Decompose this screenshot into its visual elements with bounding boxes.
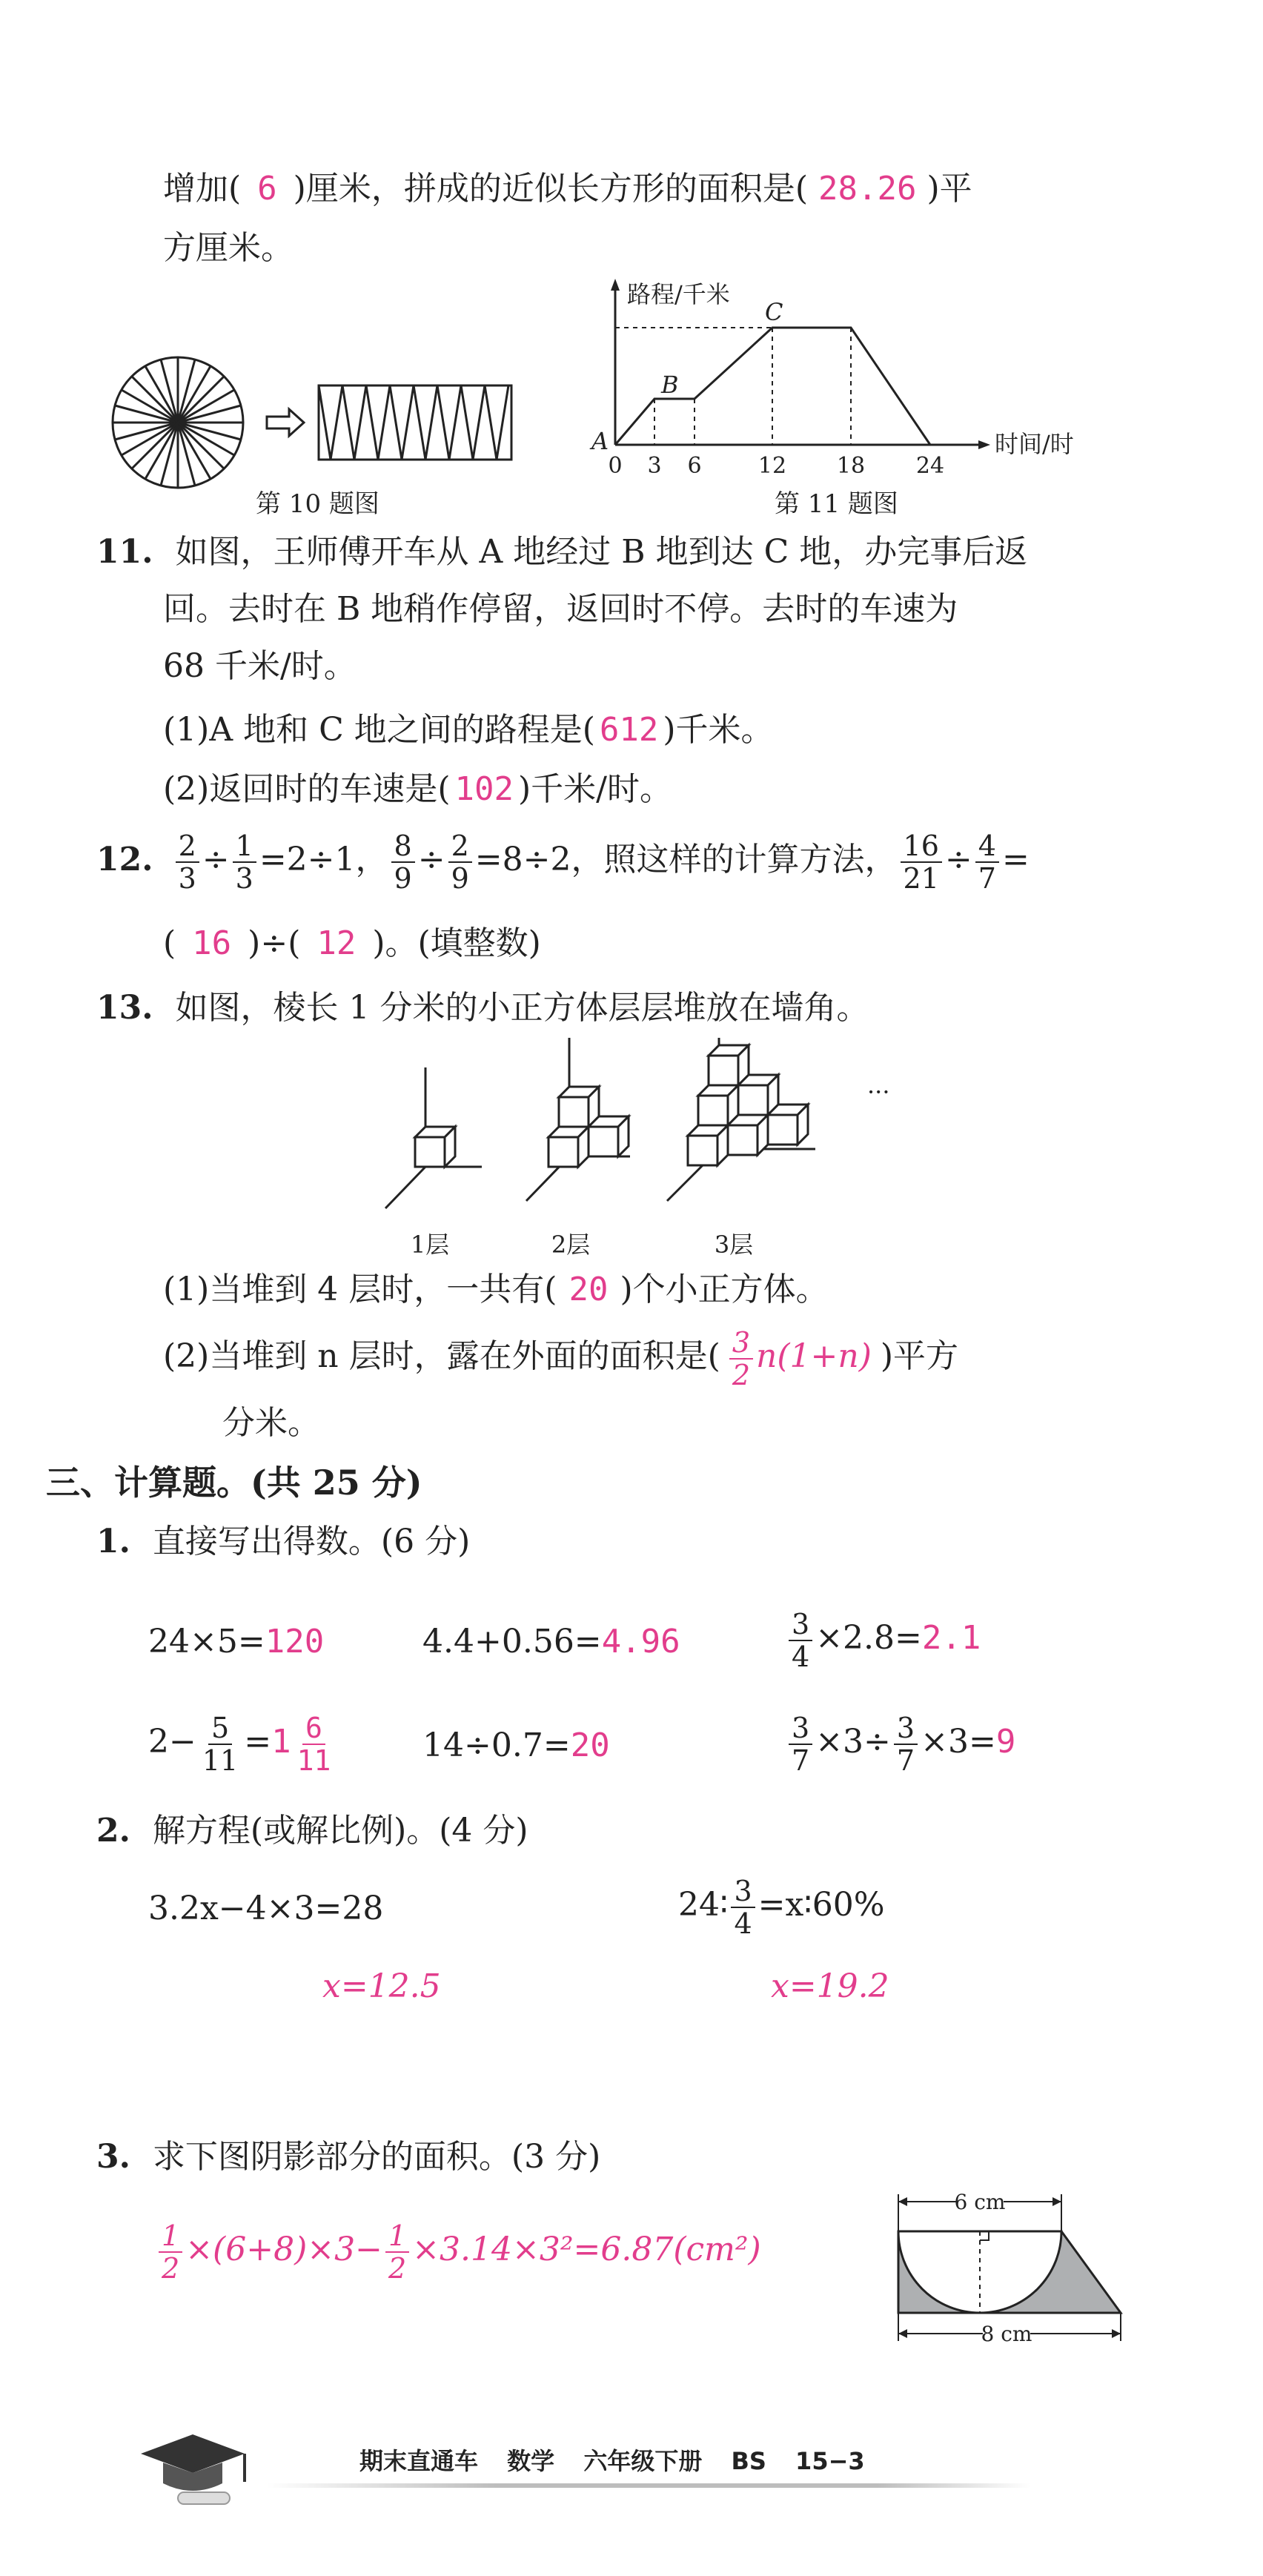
fraction: $\frac{2}{9}$ bbox=[448, 830, 472, 894]
c1-a2: 4.96 bbox=[601, 1623, 680, 1661]
q10-answer-b: 28.26 bbox=[818, 170, 917, 208]
graduation-cap-icon bbox=[133, 2424, 259, 2513]
c1-e6-mid: ×3÷ bbox=[815, 1723, 891, 1761]
q12-div: ÷ bbox=[417, 841, 445, 878]
q13-number: 13. bbox=[96, 989, 153, 1027]
q11-part2-text: (2)返回时的车速是( bbox=[163, 770, 451, 808]
q13-figure bbox=[371, 1038, 934, 1268]
q13-part2-unit: )平方 bbox=[880, 1337, 959, 1375]
q11-part1-answer: 612 bbox=[599, 711, 659, 749]
stack-3 bbox=[667, 1038, 815, 1201]
x-tick: 18 bbox=[836, 453, 866, 479]
c1-e1: 24×5= bbox=[148, 1623, 265, 1661]
q13-part2-text: (2)当堆到 n 层时，露在外面的面积是( bbox=[163, 1337, 720, 1375]
c1-title-line bbox=[96, 1520, 470, 1564]
q11-part2-unit: )千米/时。 bbox=[517, 770, 672, 808]
q13-part1 bbox=[163, 1268, 829, 1312]
fraction: $\frac{3}{4}$ bbox=[731, 1875, 755, 1939]
y-axis-arrow-icon bbox=[611, 279, 620, 291]
fraction: $\frac{4}{7}$ bbox=[975, 830, 999, 894]
q12-paren: ( bbox=[163, 924, 176, 962]
c1-a1: 120 bbox=[265, 1623, 325, 1661]
q13-part1-answer: 20 bbox=[568, 1271, 609, 1308]
q12-line1 bbox=[96, 823, 1030, 897]
q10-text-mid: )厘米，拼成的近似长方形的面积是( bbox=[293, 170, 809, 208]
layer-label: 3层 bbox=[714, 1231, 754, 1259]
fraction: $\frac{3}{7}$ bbox=[789, 1712, 812, 1776]
c1-title: 直接写出得数。(6 分) bbox=[152, 1523, 471, 1560]
c2-eq1: 3.2x−4×3=28 bbox=[148, 1890, 384, 1927]
q10-line2: 方厘米。 bbox=[163, 229, 294, 267]
layer-label: 1层 bbox=[410, 1231, 450, 1259]
footer-subject: 数学 bbox=[507, 2447, 555, 2475]
c2-title: 解方程(或解比例)。(4 分) bbox=[152, 1812, 528, 1850]
c1-expr-1 bbox=[148, 1620, 324, 1664]
c1-expr-5 bbox=[422, 1724, 610, 1768]
c1-e5: 14÷0.7= bbox=[422, 1726, 571, 1764]
c1-expr-3 bbox=[786, 1601, 981, 1675]
q10-answer-a: 6 bbox=[257, 170, 277, 208]
c1-a3: 2.1 bbox=[921, 1619, 981, 1657]
stack-1 bbox=[385, 1067, 482, 1208]
q12-eq1: =2÷1， bbox=[259, 841, 388, 878]
q10-text-post: )平 bbox=[926, 170, 972, 208]
x-tick: 0 bbox=[608, 453, 623, 479]
q11-part1 bbox=[163, 708, 774, 752]
q13-part2 bbox=[163, 1320, 958, 1394]
q13-line1 bbox=[96, 986, 869, 1030]
dim-arrow-icon bbox=[1112, 2329, 1121, 2338]
footer-book: 期末直通车 bbox=[359, 2447, 479, 2475]
c1-a6: 9 bbox=[995, 1723, 1016, 1761]
fraction: $\frac{5}{11}$ bbox=[202, 1711, 239, 1777]
q11-part1-text: (1)A 地和 C 地之间的路程是( bbox=[163, 711, 595, 749]
fraction: $\frac{16}{21}$ bbox=[901, 830, 942, 894]
q10-text-pre: 增加( bbox=[163, 170, 242, 208]
q13-part1-unit: )个小正方体。 bbox=[620, 1271, 829, 1308]
q12-line2 bbox=[163, 921, 541, 966]
x-tick: 24 bbox=[915, 453, 945, 479]
footer-page: 15−3 bbox=[795, 2447, 865, 2475]
q11-number: 11. bbox=[96, 533, 153, 571]
bottom-dimension-label: 8 cm bbox=[981, 2322, 1032, 2346]
q11-part2 bbox=[163, 767, 672, 812]
c2-ans1: x=12.5 bbox=[322, 1967, 441, 2005]
fraction: $\frac{1}{3}$ bbox=[233, 830, 256, 894]
q11-chart bbox=[586, 274, 1104, 482]
q11-text-1: 如图，王师傅开车从 A 地经过 B 地到达 C 地，办完事后返 bbox=[175, 533, 1028, 571]
c3-title-line bbox=[96, 2135, 600, 2179]
footer-edition: BS bbox=[731, 2447, 766, 2475]
q13-part1-text: (1)当堆到 4 层时，一共有( bbox=[163, 1271, 557, 1308]
c1-expr-4 bbox=[148, 1705, 337, 1779]
sector-circle bbox=[113, 357, 243, 488]
c1-expr-6 bbox=[786, 1705, 1015, 1779]
dim-arrow-icon bbox=[1052, 2197, 1061, 2206]
continuation-dots: ··· bbox=[867, 1078, 890, 1106]
y-axis-label: 路程/千米 bbox=[627, 280, 730, 308]
x-axis-arrow-icon bbox=[978, 440, 990, 449]
c3-solution-mid: ×(6+8)×3− bbox=[185, 2231, 382, 2268]
footer-grade: 六年级下册 bbox=[583, 2447, 703, 2475]
q12-eq2: =8÷2，照这样的计算方法， bbox=[474, 841, 898, 878]
q10-line1 bbox=[163, 167, 972, 211]
rearranged-rectangle bbox=[319, 385, 511, 460]
top-dimension-label: 6 cm bbox=[954, 2190, 1006, 2214]
q11-line3: 68 千米/时。 bbox=[163, 647, 357, 685]
q11-part1-unit: )千米。 bbox=[663, 711, 774, 749]
point-a: A bbox=[591, 427, 609, 455]
x-tick: 6 bbox=[687, 453, 702, 479]
c3-figure bbox=[889, 2187, 1134, 2350]
dim-arrow-icon bbox=[898, 2329, 907, 2338]
x-tick: 12 bbox=[758, 453, 787, 479]
c1-a5: 20 bbox=[570, 1726, 610, 1764]
c3-solution-end: ×3.14×3²=6.87(cm²) bbox=[412, 2231, 761, 2268]
point-b: B bbox=[661, 371, 679, 399]
c1-e4-pre: 2− bbox=[148, 1723, 196, 1761]
layer-label: 2层 bbox=[551, 1231, 591, 1259]
c3-number: 3. bbox=[96, 2138, 130, 2176]
x-axis-label: 时间/时 bbox=[995, 430, 1074, 458]
c3-title: 求下图阴影部分的面积。(3 分) bbox=[152, 2138, 601, 2176]
arrow-icon bbox=[267, 409, 304, 436]
q11-line1 bbox=[96, 530, 1027, 575]
q11-line2: 回。去时在 B 地稍作停留，返回时不停。去时的车速为 bbox=[163, 590, 958, 628]
c1-e3: ×2.8= bbox=[815, 1619, 922, 1657]
fraction: $\frac{3}{4}$ bbox=[789, 1609, 812, 1672]
q11-part2-answer: 102 bbox=[454, 770, 514, 808]
x-tick: 3 bbox=[647, 453, 662, 479]
fraction: $\frac{8}{9}$ bbox=[391, 830, 415, 894]
dim-arrow-icon bbox=[898, 2197, 907, 2206]
q10-caption: 第 10 题图 bbox=[256, 489, 379, 519]
q13-part2-line2: 分米。 bbox=[222, 1404, 320, 1442]
q13-part2-answer: n(1+n) bbox=[756, 1337, 872, 1375]
c1-e2: 4.4+0.56= bbox=[422, 1623, 602, 1661]
c1-a4-whole: 1 bbox=[271, 1723, 291, 1761]
c2-ans2: x=19.2 bbox=[771, 1967, 889, 2005]
footer bbox=[359, 2443, 865, 2477]
q10-figure bbox=[111, 341, 548, 504]
c2-eq2 bbox=[678, 1868, 885, 1942]
q12-number: 12. bbox=[96, 841, 153, 878]
fraction: $\frac{1}{2}$ bbox=[159, 2220, 182, 2284]
c2-eq2-post: =x∶60% bbox=[758, 1886, 885, 1924]
q12-answer-b: 12 bbox=[316, 924, 357, 962]
guide-lines bbox=[615, 328, 851, 445]
stack-2 bbox=[526, 1038, 630, 1201]
point-c: C bbox=[765, 298, 783, 326]
q12-div: ÷ bbox=[944, 841, 972, 878]
c2-eq2-pre: 24∶ bbox=[678, 1886, 729, 1924]
q12-div: ÷ bbox=[202, 841, 230, 878]
c2-title-line bbox=[96, 1809, 528, 1853]
q13-text: 如图，棱长 1 分米的小正方体层层堆放在墙角。 bbox=[175, 989, 869, 1027]
q12-eq3: = bbox=[1001, 841, 1030, 878]
footer-rule bbox=[267, 2483, 1030, 2488]
q12-answer-a: 16 bbox=[192, 924, 232, 962]
fraction: $\frac{2}{3}$ bbox=[176, 830, 199, 894]
q12-mid: )÷( bbox=[248, 924, 301, 962]
c1-a4-fraction: $\frac{6}{11}$ bbox=[296, 1711, 331, 1777]
c1-e4-eq: = bbox=[244, 1723, 272, 1761]
c1-expr-2 bbox=[422, 1620, 680, 1664]
c1-number: 1. bbox=[96, 1523, 130, 1560]
q13-part2-answer-fraction: $\frac{3}{2}$ bbox=[729, 1327, 753, 1391]
c2-number: 2. bbox=[96, 1812, 130, 1850]
c1-e6: ×3= bbox=[921, 1723, 996, 1761]
c3-solution bbox=[156, 2209, 761, 2291]
fraction: $\frac{3}{7}$ bbox=[894, 1712, 918, 1776]
q12-note: )。(填整数) bbox=[372, 924, 541, 962]
section-3-title: 三、计算题。(共 25 分) bbox=[46, 1463, 422, 1503]
q11-caption: 第 11 题图 bbox=[775, 489, 898, 519]
fraction: $\frac{1}{2}$ bbox=[385, 2220, 409, 2284]
